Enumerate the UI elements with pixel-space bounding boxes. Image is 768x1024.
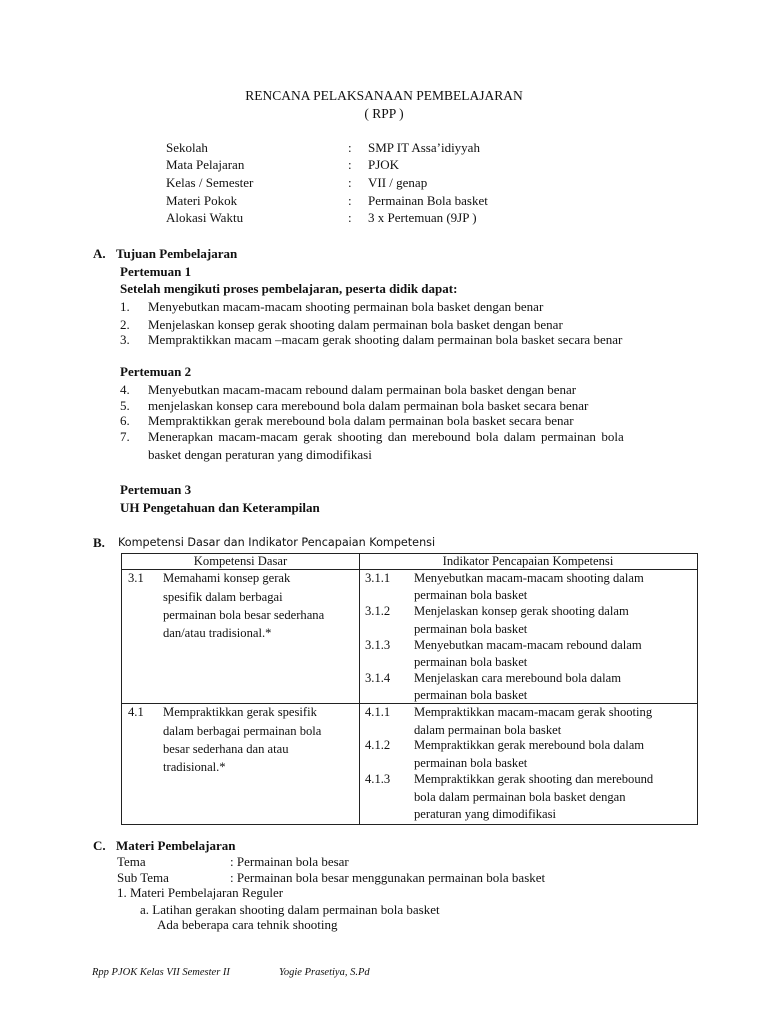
section-title: Materi Pembelajaran bbox=[116, 838, 236, 853]
indicator-text: permainan bola basket bbox=[414, 655, 528, 669]
indicator-text: dalam permainan bola basket bbox=[414, 723, 562, 737]
indicator-number: 3.1.4 bbox=[365, 671, 391, 685]
footer-left: Rpp PJOK Kelas VII Semester II bbox=[92, 967, 230, 978]
identity-label: Mata Pelajaran bbox=[166, 157, 245, 172]
indicator-text: Menjelaskan konsep gerak shooting dalam bbox=[414, 604, 629, 618]
table-header: Indikator Pencapaian Kompetensi bbox=[442, 554, 614, 568]
indicator-number: 3.1.3 bbox=[365, 638, 391, 652]
indicator-number: 4.1.3 bbox=[365, 772, 391, 786]
meeting-title: Pertemuan 1 bbox=[120, 264, 192, 279]
kd-text: dalam berbagai permainan bola bbox=[163, 724, 322, 738]
identity-label: Kelas / Semester bbox=[166, 175, 254, 190]
meeting-title: Pertemuan 2 bbox=[120, 364, 192, 379]
indicator-number: 3.1.1 bbox=[365, 571, 391, 585]
identity-value: 3 x Pertemuan (9JP ) bbox=[368, 210, 477, 225]
list-item: 1. Materi Pembelajaran Reguler bbox=[117, 885, 284, 900]
kd-number: 3.1 bbox=[128, 571, 144, 585]
indicator-number: 4.1.2 bbox=[365, 738, 391, 752]
section-title: Tujuan Pembelajaran bbox=[116, 246, 238, 261]
list-item: Menyebutkan macam-macam rebound dalam permainan bola basket dengan benar bbox=[148, 382, 577, 397]
list-item: Mempraktikkan macam –macam gerak shooting dalam permainan bola basket secara benar bbox=[148, 332, 623, 347]
list-item: menjelaskan konsep cara merebound bola dalam permainan bola basket secara benar bbox=[148, 398, 589, 413]
kd-text: tradisional.* bbox=[163, 760, 226, 774]
kd-number: 4.1 bbox=[128, 705, 144, 719]
list-item-description: Ada beberapa cara tehnik shooting bbox=[157, 917, 338, 932]
indicator-text: Mempraktikkan macam-macam gerak shooting bbox=[414, 705, 653, 719]
subtema-label: Sub Tema bbox=[117, 870, 169, 885]
tema-label: Tema bbox=[117, 854, 146, 869]
identity-value: PJOK bbox=[368, 157, 400, 172]
indicator-text: permainan bola basket bbox=[414, 588, 528, 602]
identity-label: Materi Pokok bbox=[166, 193, 238, 208]
indicator-text: permainan bola basket bbox=[414, 622, 528, 636]
identity-sep: : bbox=[348, 140, 352, 155]
indicator-number: 3.1.2 bbox=[365, 604, 391, 618]
identity-sep: : bbox=[348, 175, 352, 190]
indicator-text: Menjelaskan cara merebound bola dalam bbox=[414, 671, 622, 685]
list-item: Menerapkan macam-macam gerak shooting dan merebound bola dalam permainan bola bbox=[148, 429, 624, 444]
kd-text: Mempraktikkan gerak spesifik bbox=[163, 705, 317, 719]
list-number: 3. bbox=[120, 332, 130, 347]
list-number: 7. bbox=[120, 429, 130, 444]
list-item: Mempraktikkan gerak merebound bola dalam permainan bola basket secara benar bbox=[148, 413, 574, 428]
indicator-text: Mempraktikkan gerak merebound bola dalam bbox=[414, 738, 645, 752]
kd-text: besar sederhana dan atau bbox=[163, 742, 289, 756]
indicator-text: Mempraktikkan gerak shooting dan merebound bbox=[414, 772, 654, 786]
indicator-text: permainan bola basket bbox=[414, 688, 528, 702]
identity-value: VII / genap bbox=[368, 175, 428, 190]
identity-sep: : bbox=[348, 210, 352, 225]
competency-table bbox=[121, 553, 698, 825]
list-item: Menjelaskan konsep gerak shooting dalam permainan bola basket dengan benar bbox=[148, 317, 563, 332]
tema-value: : Permainan bola besar bbox=[230, 854, 349, 869]
list-item: a. Latihan gerakan shooting dalam permainan bola basket bbox=[140, 902, 440, 917]
indicator-text: Menyebutkan macam-macam rebound dalam bbox=[414, 638, 642, 652]
list-number: 6. bbox=[120, 413, 130, 428]
list-number: 4. bbox=[120, 382, 130, 397]
document-subtitle: ( RPP ) bbox=[364, 106, 404, 121]
section-title: Kompetensi Dasar dan Indikator Pencapaian Kompetensi bbox=[118, 536, 436, 549]
identity-sep: : bbox=[348, 193, 352, 208]
kd-text: spesifik dalam berbagai bbox=[163, 590, 283, 604]
identity-value: SMP IT Assa’idiyyah bbox=[368, 140, 480, 155]
section-letter: C. bbox=[93, 838, 106, 853]
kd-text: Memahami konsep gerak bbox=[163, 571, 291, 585]
indicator-text: Menyebutkan macam-macam shooting dalam bbox=[414, 571, 644, 585]
meeting-intro: Setelah mengikuti proses pembelajaran, peserta didik dapat: bbox=[120, 281, 458, 296]
table-header: Kompetensi Dasar bbox=[193, 554, 288, 568]
identity-value: Permainan Bola basket bbox=[368, 193, 488, 208]
footer-right: Yogie Prasetiya, S.Pd bbox=[279, 967, 370, 978]
list-number: 2. bbox=[120, 317, 130, 332]
identity-sep: : bbox=[348, 157, 352, 172]
indicator-number: 4.1.1 bbox=[365, 705, 391, 719]
kd-text: dan/atau tradisional.* bbox=[163, 626, 272, 640]
meeting-title: Pertemuan 3 bbox=[120, 482, 192, 497]
meeting-subtitle: UH Pengetahuan dan Keterampilan bbox=[120, 500, 320, 515]
indicator-text: permainan bola basket bbox=[414, 756, 528, 770]
subtema-value: : Permainan bola besar menggunakan permainan bola basket bbox=[230, 870, 546, 885]
indicator-text: bola dalam permainan bola basket dengan bbox=[414, 790, 626, 804]
document-title: RENCANA PELAKSANAAN PEMBELAJARAN bbox=[245, 88, 523, 103]
indicator-text: peraturan yang dimodifikasi bbox=[414, 807, 556, 821]
list-item-continuation: basket dengan peraturan yang dimodifikasi bbox=[148, 447, 372, 462]
list-number: 1. bbox=[120, 299, 130, 314]
identity-label: Sekolah bbox=[166, 140, 208, 155]
identity-label: Alokasi Waktu bbox=[166, 210, 244, 225]
section-letter: B. bbox=[93, 535, 105, 550]
list-number: 5. bbox=[120, 398, 130, 413]
kd-text: permainan bola besar sederhana bbox=[163, 608, 325, 622]
section-letter: A. bbox=[93, 246, 106, 261]
list-item: Menyebutkan macam-macam shooting permainan bola basket dengan benar bbox=[148, 299, 544, 314]
